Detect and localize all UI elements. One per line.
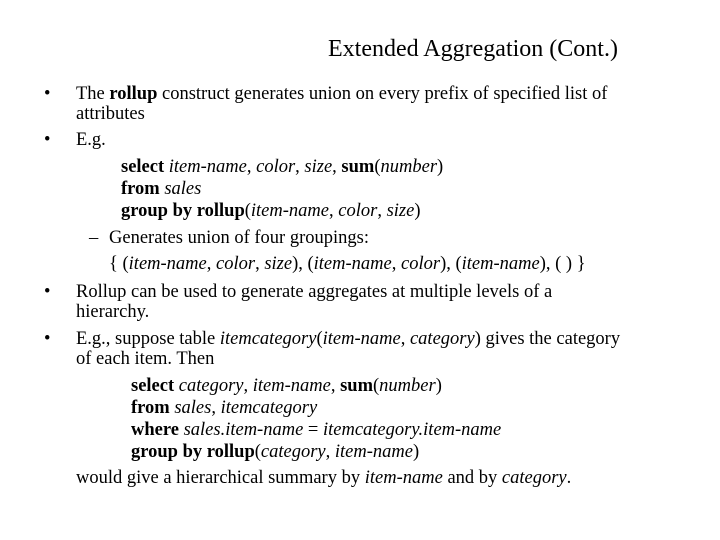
- query-2-where: [131, 419, 501, 441]
- bullet-marker: •: [44, 329, 51, 349]
- text-run: size: [264, 254, 293, 274]
- text-run: color: [401, 254, 441, 274]
- text-run: itemcategory: [220, 398, 318, 418]
- text-run: itemcategory.item-name: [322, 420, 502, 440]
- text-run: group by: [121, 201, 193, 221]
- text-run: (: [254, 442, 261, 462]
- query-1-groupby: [121, 200, 420, 222]
- text-run: number: [380, 157, 438, 177]
- text-run: sales.item-name: [183, 420, 304, 440]
- query-2-select: [131, 375, 442, 397]
- text-run: ,: [391, 254, 401, 274]
- text-run: rollup: [196, 201, 245, 221]
- text-run: ): [414, 201, 421, 221]
- text-run: size: [304, 157, 333, 177]
- text-run: would give a hierarchical summary by: [76, 468, 365, 488]
- text-run: item-name: [313, 254, 392, 274]
- text-run: ,: [377, 201, 387, 221]
- text-run: ,: [332, 157, 342, 177]
- query-1-select: [121, 156, 443, 178]
- text-run: ), (: [440, 254, 462, 274]
- text-run: rollup: [109, 84, 158, 104]
- text-run: sum: [341, 157, 375, 177]
- slide-title: Extended Aggregation (Cont.): [328, 36, 618, 62]
- text-run: and by: [442, 468, 502, 488]
- text-run: ,: [295, 157, 305, 177]
- text-run: ): [412, 442, 420, 462]
- text-run: sales: [174, 398, 212, 418]
- text-run: ,: [255, 254, 265, 274]
- text-run: category: [501, 468, 567, 488]
- sub-bullet-text: Generates union of four groupings:: [109, 228, 369, 248]
- text-run: from: [121, 179, 160, 199]
- bullet-marker: •: [44, 84, 51, 104]
- sub-bullet-dash: –: [89, 228, 99, 248]
- text-run: item-name: [322, 329, 401, 349]
- query-2-from: [131, 397, 317, 419]
- groupings-list: [109, 253, 586, 275]
- bullet-marker: •: [44, 282, 51, 302]
- bullet-4-line-2: of each item. Then: [76, 349, 215, 369]
- text-run: ), ( ) }: [539, 254, 586, 274]
- text-run: { (: [109, 254, 129, 274]
- text-run: =: [303, 420, 323, 440]
- summary-line: [76, 467, 571, 489]
- text-run: group by: [131, 442, 203, 462]
- text-run: number: [379, 376, 436, 396]
- text-run: color: [216, 254, 256, 274]
- text-run: item-name: [334, 442, 413, 462]
- text-run: sum: [340, 376, 373, 396]
- text-run: item-name: [168, 157, 247, 177]
- text-run: (: [373, 376, 380, 396]
- text-run: item-name: [252, 376, 331, 396]
- text-run: ,: [330, 376, 341, 396]
- text-run: ,: [400, 329, 410, 349]
- text-run: item-name: [128, 254, 207, 274]
- bullet-1-line-1: [76, 83, 607, 105]
- text-run: color: [338, 201, 378, 221]
- text-run: (: [316, 329, 323, 349]
- text-run: ) gives the category: [474, 329, 621, 349]
- text-run: ,: [206, 254, 217, 274]
- text-run: item-name: [461, 254, 540, 274]
- bullet-marker: •: [44, 130, 51, 150]
- bullet-3-line-2: hierarchy.: [76, 302, 150, 322]
- text-run: select: [121, 157, 165, 177]
- text-run: category: [260, 442, 326, 462]
- text-run: .: [566, 468, 572, 488]
- text-run: item-name: [364, 468, 443, 488]
- text-run: ,: [211, 398, 221, 418]
- bullet-1-line-2: attributes: [76, 104, 145, 124]
- text-run: ,: [243, 376, 253, 396]
- bullet-2-text: E.g.: [76, 130, 106, 150]
- text-run: ,: [329, 201, 339, 221]
- text-run: (: [374, 157, 381, 177]
- text-run: The: [76, 84, 110, 104]
- text-run: E.g., suppose table: [76, 329, 220, 349]
- text-run: ): [435, 376, 442, 396]
- text-run: ,: [325, 442, 335, 462]
- text-run: itemcategory: [219, 329, 317, 349]
- text-run: item-name: [250, 201, 329, 221]
- bullet-4-line-1: [76, 328, 620, 350]
- text-run: ): [437, 157, 444, 177]
- text-run: color: [256, 157, 296, 177]
- query-2-groupby: [131, 441, 419, 463]
- text-run: construct generates union on every prefix of specified list of: [157, 84, 608, 104]
- text-run: rollup: [206, 442, 255, 462]
- text-run: ), (: [292, 254, 314, 274]
- query-1-from: [121, 178, 201, 200]
- text-run: (: [244, 201, 251, 221]
- text-run: category: [178, 376, 244, 396]
- text-run: where: [131, 420, 179, 440]
- text-run: select: [131, 376, 175, 396]
- text-run: sales: [164, 179, 202, 199]
- text-run: size: [386, 201, 415, 221]
- text-run: ,: [246, 157, 257, 177]
- text-run: from: [131, 398, 170, 418]
- bullet-3-line-1: Rollup can be used to generate aggregates at multiple levels of a: [76, 282, 553, 302]
- text-run: category: [409, 329, 475, 349]
